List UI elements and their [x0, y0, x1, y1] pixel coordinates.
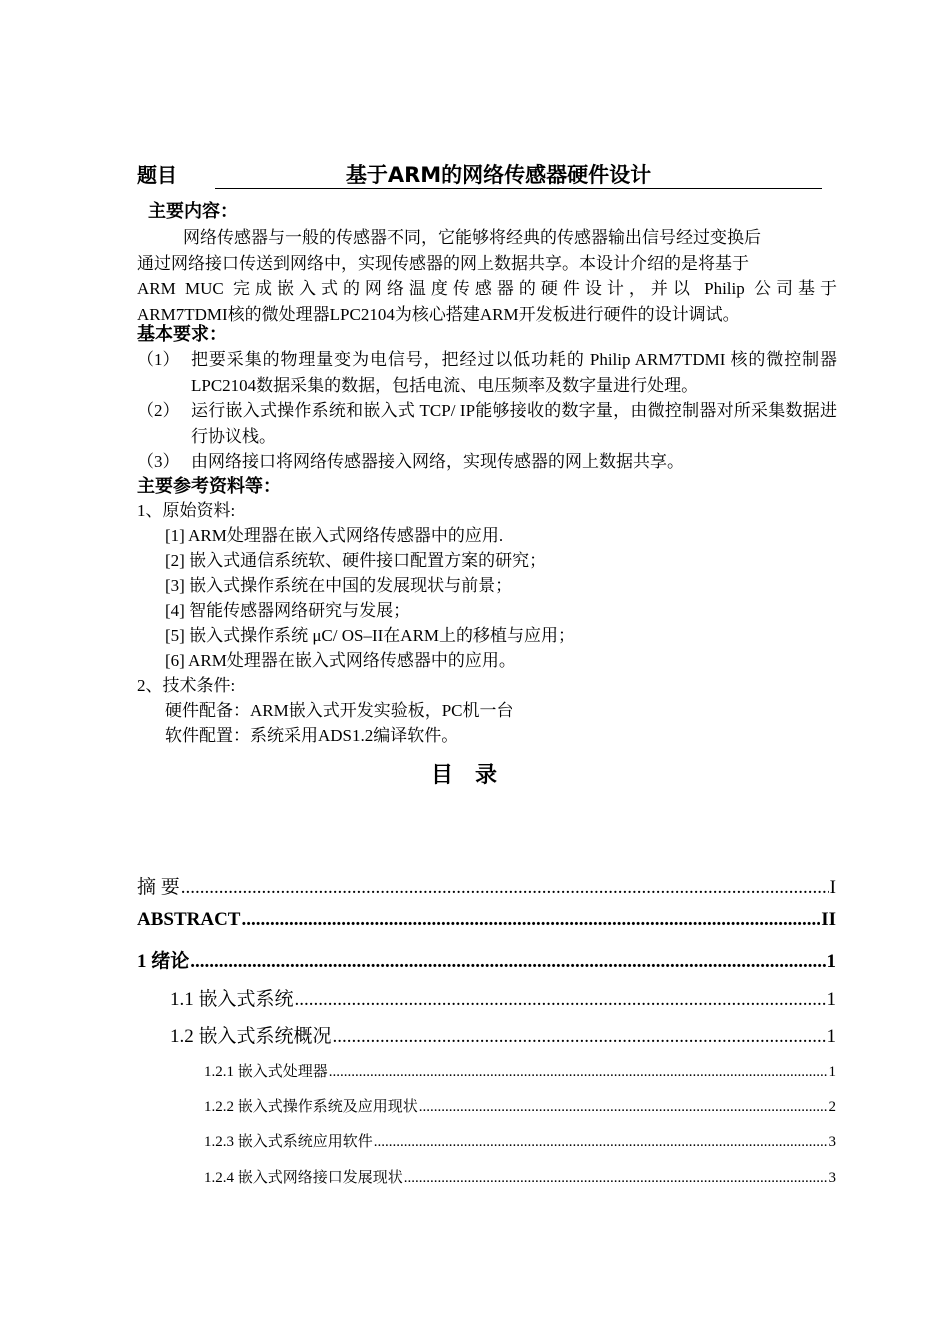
technical-condition: 软件配置：系统采用ADS1.2编译软件。	[165, 726, 459, 745]
requirement-number: （1）	[137, 350, 180, 369]
toc-leader	[241, 909, 820, 931]
toc-entry-page: II	[821, 909, 836, 930]
toc-entry-label: 1.2.1 嵌入式处理器	[204, 1064, 328, 1080]
requirements-heading: 基本要求：	[137, 324, 227, 345]
requirement-item	[137, 398, 837, 449]
toc-entry[interactable]	[137, 946, 836, 973]
toc-entry-label: ABSTRACT	[137, 909, 241, 930]
document-title: 基于ARM的网络传感器硬件设计	[215, 160, 822, 189]
toc-leader	[190, 951, 825, 973]
toc-leader	[329, 1064, 828, 1081]
toc-entry-label: 1.2.2 嵌入式操作系统及应用现状	[204, 1099, 418, 1115]
main-content-paragraph	[137, 225, 837, 327]
reference-item: [2] 嵌入式通信系统软、硬件接口配置方案的研究；	[165, 551, 547, 570]
main-content-line: ARM7TDMI核的微处理器LPC2104为核心搭建ARM开发板进行硬件的设计调试。	[137, 304, 740, 324]
toc-title: 目录	[430, 763, 519, 788]
reference-item: [1] ARM处理器在嵌入式网络传感器中的应用.	[165, 526, 504, 545]
requirement-item	[137, 347, 837, 398]
requirement-number: （3）	[137, 452, 180, 471]
reference-item: [5] 嵌入式操作系统 μC/ OS–II在ARM上的移植与应用；	[165, 626, 576, 645]
main-content-line: ARM MUC 完成嵌入式的网络温度传感器的硬件设计，并以 Philip 公司基于	[137, 279, 837, 298]
requirement-text: 把要采集的物理量变为电信号，把经过以低功耗的 Philip ARM7TDMI 核的微控制器LPC2104数据采集的数据，包括电流、电压频率及数字量进行处理。	[191, 350, 837, 395]
toc-leader	[181, 877, 829, 899]
toc-entry-label: 摘 要	[137, 877, 180, 898]
toc-entry-page: 1	[826, 951, 836, 972]
requirement-text: 运行嵌入式操作系统和嵌入式 TCP/ IP能够接收的数字量，由微控制器对所采集数据进行协议栈。	[191, 401, 837, 446]
toc-entry-label: 1.1 嵌入式系统	[170, 989, 294, 1010]
toc-entry-page: 1	[826, 989, 836, 1010]
reference-item: [3] 嵌入式操作系统在中国的发展现状与前景；	[165, 576, 513, 595]
toc-entry[interactable]	[137, 909, 836, 931]
requirement-text: 由网络接口将网络传感器接入网络，实现传感器的网上数据共享。	[191, 452, 684, 471]
technical-condition: 硬件配备：ARM嵌入式开发实验板，PC机一台	[165, 701, 514, 720]
requirement-number: （2）	[137, 401, 180, 420]
toc-entry-label: 1 绪论	[137, 951, 190, 972]
toc-entry[interactable]	[204, 1060, 836, 1081]
toc-entry[interactable]	[170, 984, 836, 1011]
toc-entry-page: 3	[828, 1134, 836, 1150]
requirement-item	[137, 449, 837, 475]
toc-leader	[333, 1026, 826, 1048]
toc-leader	[404, 1170, 828, 1187]
references-section-technical: 2、技术条件:	[137, 676, 236, 695]
toc-leader	[419, 1099, 828, 1116]
toc-entry[interactable]	[204, 1166, 836, 1187]
title-row	[137, 160, 822, 190]
toc-entry-label: 1.2 嵌入式系统概况	[170, 1026, 332, 1047]
references-section-original: 1、原始资料:	[137, 501, 236, 520]
reference-item: [6] ARM处理器在嵌入式网络传感器中的应用。	[165, 651, 516, 670]
main-content-line: 通过网络接口传送到网络中，实现传感器的网上数据共享。本设计介绍的是将基于	[137, 253, 749, 273]
toc-entry-page: 3	[828, 1170, 836, 1186]
toc-entry[interactable]	[204, 1130, 836, 1151]
toc-entry-label: 1.2.4 嵌入式网络接口发展现状	[204, 1170, 403, 1186]
toc-leader	[295, 989, 826, 1011]
references-heading: 主要参考资料等：	[137, 476, 281, 497]
toc-entry[interactable]	[170, 1021, 836, 1048]
toc-entry-page: 1	[828, 1064, 836, 1080]
toc-entry-label: 1.2.3 嵌入式系统应用软件	[204, 1134, 373, 1150]
main-content-line: 网络传感器与一般的传感器不同，它能够将经典的传感器输出信号经过变换后	[183, 228, 761, 247]
toc-entry-page: 1	[826, 1026, 836, 1047]
toc-entry-page: I	[829, 877, 836, 898]
toc-leader	[374, 1134, 828, 1151]
toc-entry-page: 2	[828, 1099, 836, 1115]
reference-item: [4] 智能传感器网络研究与发展；	[165, 601, 411, 620]
toc-entry[interactable]	[137, 872, 836, 899]
main-content-heading: 主要内容：	[148, 201, 238, 222]
title-label: 题目	[137, 163, 177, 187]
toc-entry[interactable]	[204, 1095, 836, 1116]
